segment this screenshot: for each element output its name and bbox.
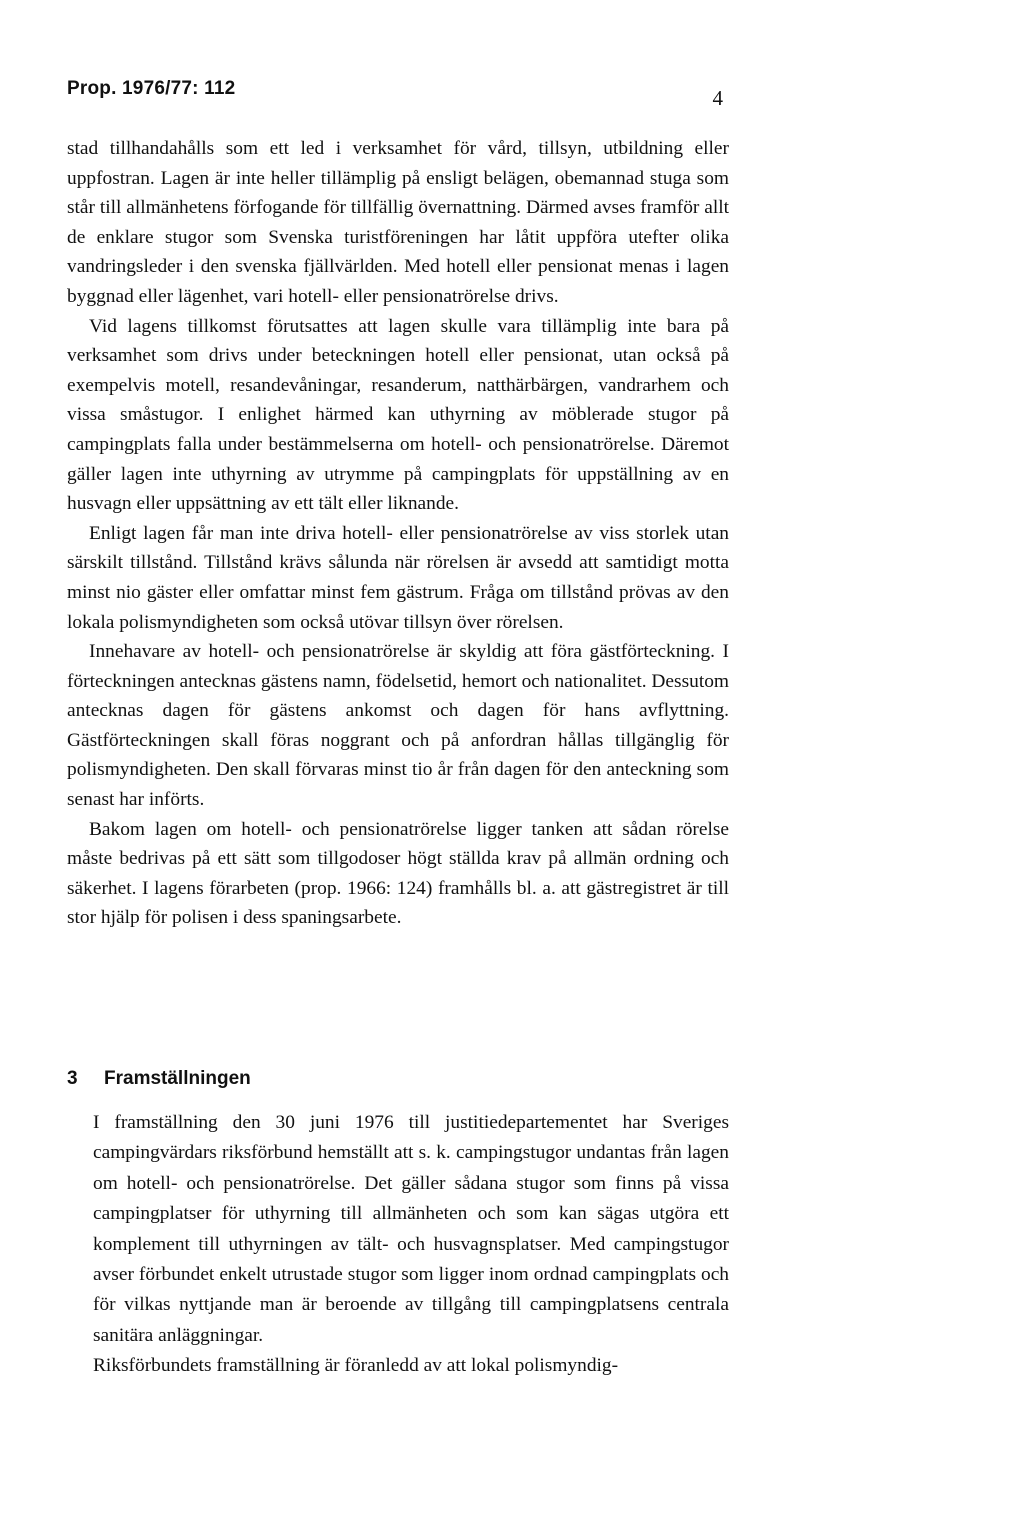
paragraph: Vid lagens tillkomst förutsattes att lagen skulle vara tillämplig inte bara på verksamhet som drivs under beteckningen hotell eller pensionat, utan också på exempelvis motell, resandevåningar, resanderum, natthärbärgen, vandrarhem och vissa småstugor. I enlighet härmed kan uthyrning av möblerade stugor på campingplats falla under bestämmelserna om hotell- och pensionatrörelse. Däremot gäller lagen inte uthyrning av utrymme på campingplats för uppställning av en husvagn eller uppsättning av ett tält eller liknande.: [67, 315, 729, 515]
main-text: [67, 134, 729, 933]
page-number: 4: [712, 86, 723, 110]
paragraph: Bakom lagen om hotell- och pensionatrörelse ligger tanken att sådan rörelse måste bedrivas på ett sätt som tillgodoser högt ställda krav på allmän ordning och säkerhet. I lagens förarbeten (prop. 1966: 124) framhålls bl. a. att gästregistret är till stor hjälp för polisen i dess spaningsarbete.: [67, 818, 729, 929]
section-text: [93, 1108, 729, 1382]
paragraph: Enligt lagen får man inte driva hotell- eller pensionatrörelse av viss storlek utan särskilt tillstånd. Tillstånd krävs sålunda när rörelsen är avsedd att samtidigt motta minst nio gäster eller omfattar minst fem gästrum. Fråga om tillstånd prövas av den lokala polismyndigheten som också utövar tillsyn över rörelsen.: [67, 522, 729, 633]
section-heading: [67, 1068, 729, 1090]
paragraph: stad tillhandahålls som ett led i verksamhet för vård, tillsyn, utbildning eller uppfostran. Lagen är inte heller tillämplig på ensligt belägen, obemannad stuga som står till allmänhetens förfogande för tillfällig övernattning. Därmed avses framför allt de enklare stugor som Svenska turistföreningen har låtit uppföra utefter olika vandringsleder i den svenska fjällvärlden. Med hotell eller pensionat menas i lagen byggnad eller lägenhet, vari hotell- eller pensionatrörelse drivs.: [67, 138, 729, 307]
paragraph: I framställning den 30 juni 1976 till justitiedepartementet har Sveriges campingvärdars riksförbund hemställt att s. k. campingstugor undantas från lagen om hotell- och pensionatrörelse. Det gäller sådana stugor som finns på vissa campingplatser för uthyrning till allmänheten och som kan sägas utgöra ett komplement till uthyrningen av tält- och husvagnsplatser. Med campingstugor avser förbundet enkelt utrustade stugor som ligger inom ordnad campingplats och för vilkas nyttjande man är beroende av tillgång till campingplatsens centrala sanitära anläggningar.: [93, 1112, 729, 1346]
document-reference: Prop. 1976/77: 112: [67, 78, 236, 99]
section-number: 3: [67, 1068, 78, 1089]
page-header: [67, 78, 727, 112]
paragraph: Innehavare av hotell- och pensionatrörelse är skyldig att föra gästförteckning. I förteckningen antecknas gästens namn, födelsetid, hemort och nationalitet. Dessutom antecknas dagen för gästens ankomst och dagen för hans avflyttning. Gästförteckningen skall föras noggrant och på anfordran hållas tillgänglig för polismyndigheten. Den skall förvaras minst tio år från dagen för den anteckning som senast har införts.: [67, 641, 729, 811]
section-title: Framställningen: [104, 1068, 251, 1089]
paragraph: Riksförbundets framställning är föranledd av att lokal polismyndig-: [93, 1355, 619, 1377]
